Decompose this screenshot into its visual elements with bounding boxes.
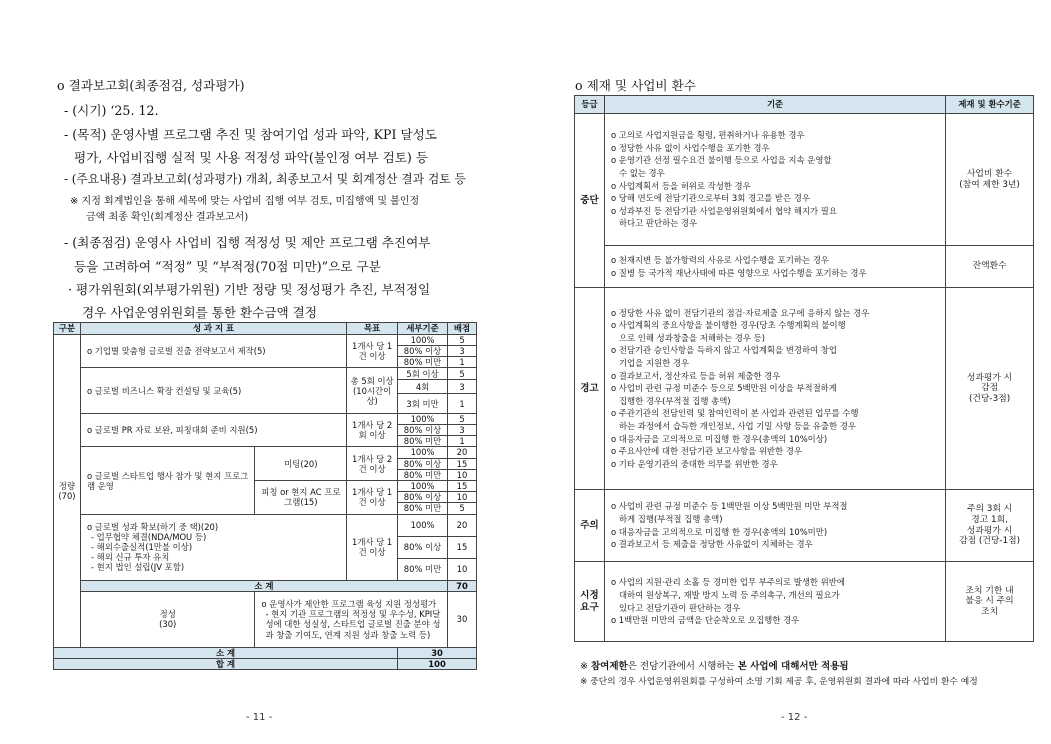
col-target: 목표 <box>347 323 398 335</box>
criteria-cell: 5회 이상 <box>398 368 448 380</box>
grade-warning: 경고 <box>575 288 605 490</box>
points-cell: 3 <box>448 425 477 436</box>
warning-sanction: 성과평가 시 감점 (건당-3점) <box>946 288 1034 490</box>
points-cell: 5 <box>448 502 477 514</box>
points-cell: 1 <box>448 436 477 447</box>
target-cell: 1개사 당 2회 이상 <box>347 414 398 447</box>
stop-sanction: 사업비 환수 (참여 제한 3년) <box>946 114 1034 246</box>
quantitative-cell: 정량 (70) <box>54 335 81 648</box>
stop-balance-sanction: 잔액환수 <box>946 246 1034 288</box>
criteria-cell: 80% 미만 <box>398 469 448 480</box>
subtotal-value: 30 <box>398 647 477 658</box>
kpi-consulting: o 글로벌 비즈니스 확장 컨설팅 및 교육(5) <box>80 368 346 414</box>
kpi-table <box>53 322 477 670</box>
criteria-cell: 80% 이상 <box>398 425 448 436</box>
points-cell: 3 <box>448 346 477 357</box>
criteria-cell: 80% 이상 <box>398 458 448 469</box>
points-cell: 5 <box>448 368 477 380</box>
col-sanction: 제재 및 환수기준 <box>946 96 1034 114</box>
grade-stop: 중단 <box>575 114 605 288</box>
correction-sanction: 조치 기한 내 불응 시 주의 조치 <box>946 562 1034 642</box>
criteria-cell: 80% 미만 <box>398 357 448 368</box>
qualitative-points: 30 <box>448 591 477 647</box>
page-11 <box>0 0 525 744</box>
section-heading: o 결과보고회(최종점검, 성과평가) <box>57 78 245 93</box>
criteria-cell: 100% <box>398 414 448 425</box>
criteria-cell: 80% 이상 <box>398 491 448 502</box>
criteria-cell: 80% 미만 <box>398 502 448 514</box>
purpose-line-2: 평가, 사업비집행 실적 및 사용 적정성 파악(불인정 여부 검토) 등 <box>74 150 428 165</box>
accounting-note-2: 금액 최종 확인(회계정산 결과보고서) <box>86 212 249 223</box>
points-cell: 15 <box>448 480 477 491</box>
final-check-line-2: 등을 고려하여 “적정” 및 “부적정(70점 미만)”으로 구분 <box>74 259 381 274</box>
criteria-cell: 4회 <box>398 380 448 394</box>
page-number: - 12 - <box>781 712 808 723</box>
qualitative-cell: 정성 (30) <box>80 591 254 647</box>
sanction-table <box>574 95 1034 642</box>
criteria-cell: 80% 미만 <box>398 558 448 580</box>
evaluation-line-1: · 평가위원회(외부평가위원) 기반 정량 및 정성평가 추진, 부적정일 <box>68 282 431 297</box>
stop-criteria: o 고의로 사업지원금을 횡령, 편취하거나 유용한 경우 o 정당한 사유 없이 사업수행을 포기한 경우 o 운영기관 선정 필수요건 불이행 등으로 사업을 지속 운영할 수 없는 경우 o 사업계획서 등을 허위로 작성한 경우 o 당해 연도에 전담기관으로부터 3회 경고를 받은 경우 o 성과부진 등 전담기관 사업운영위원회에서 협약 해지가 필요 하다고 판단하는 경우 <box>604 114 945 246</box>
subtotal-value: 70 <box>448 580 477 591</box>
criteria-cell: 80% 이상 <box>398 346 448 357</box>
criteria-cell: 100% <box>398 335 448 346</box>
points-cell: 15 <box>448 458 477 469</box>
col-points: 배점 <box>448 323 477 335</box>
caution-criteria: o 사업비 관련 규정 미준수 등 1백만원 이상 5백만원 미만 부적절 하게 집행(부적절 집행 총액) o 대응자금을 고의적으로 미집행 한 경우(총액의 10%미만) o 결과보고서 등 제출을 정당한 사유없이 지체하는 경우 <box>604 490 945 562</box>
page-number: - 11 - <box>246 712 273 723</box>
col-category: 구분 <box>54 323 81 335</box>
points-cell: 5 <box>448 335 477 346</box>
section-heading: o 제재 및 사업비 환수 <box>575 78 696 93</box>
col-criteria: 세부기준 <box>398 323 448 335</box>
purpose-line-1: - (목적) 운영사별 프로그램 추진 및 참여기업 성과 파악, KPI 달성도 <box>64 127 437 142</box>
points-cell: 15 <box>448 536 477 558</box>
page-12 <box>525 0 1051 744</box>
points-cell: 10 <box>448 469 477 480</box>
sub-indicator-pitching: 피칭 or 현지 AC 프로그램(15) <box>255 480 347 514</box>
col-criteria: 기준 <box>604 96 945 114</box>
points-cell: 3 <box>448 380 477 394</box>
criteria-cell: 80% 이상 <box>398 536 448 558</box>
points-cell: 20 <box>448 514 477 536</box>
points-cell: 1 <box>448 357 477 368</box>
target-cell: 1개사 당 1건 이상 <box>347 480 398 514</box>
participation-note: ※ 참여제한은 전담기관에서 시행하는 본 사업에 대해서만 적용됨 <box>580 661 849 672</box>
subtotal-label: 소 계 <box>80 580 447 591</box>
caution-sanction: 주의 3회 시 경고 1회, 성과평가 시 감점 (건당-1점) <box>946 490 1034 562</box>
final-check-line-1: - (최종점검) 운영사 사업비 집행 적정성 및 제안 프로그램 추진여부 <box>64 235 431 250</box>
criteria-cell: 3회 미만 <box>398 394 448 414</box>
col-indicator: 성 과 지 표 <box>80 323 346 335</box>
points-cell: 10 <box>448 491 477 502</box>
target-cell: 1개사 당 2건 이상 <box>347 447 398 480</box>
points-cell: 20 <box>448 447 477 458</box>
col-grade: 등급 <box>575 96 605 114</box>
warning-criteria: o 정당한 사유 없이 전담기관의 점검·자료제출 요구에 응하지 않는 경우 o 사업계획의 중요사항을 불이행한 경우(당초 수행계획의 불이행 으로 인해 성과창출을 저해하는 경우 등) o 전담기관 승인사항을 득하지 않고 사업계획을 변경하여 창업 기업을 지원한 경우 o 결과보고서, 정산자료 등을 허위 제출한 경우 o 사업비 관련 규정 미준수 등으로 5백만원 이상을 부적절하게 집행한 경우(부적절 집행 총액) o 주관기관의 전담인력 및 참여인력이 본 사업과 관련된 업무를 수행 하는 과정에서 습득한 개인정보, 사업 기밀 사항 등을 유출한 경우 o 대응자금을 고의적으로 미집행 한 경우(총액의 10%이상) o 주요사안에 대한 전담기관 보고사항을 위반한 경우 o 기타 운영기관의 중대한 의무를 위반한 경우 <box>604 288 945 490</box>
stop-force-majeure-criteria: o 천재지변 등 불가항력의 사유로 사업수행을 포기하는 경우 o 질병 등 국가적 재난사태에 따른 영향으로 사업수행을 포기하는 경우 <box>604 246 945 288</box>
kpi-strategy-report: o 기업별 맞춤형 글로벌 진출 전략보고서 제작(5) <box>80 335 346 368</box>
grade-caution: 주의 <box>575 490 605 562</box>
kpi-qualitative: o 운영사가 제안한 프로그램 육성 지원 정성평가 - 현지 기관 프로그램의 적정성 및 우수성, KPI달성에 대한 성실성, 스타트업 글로벌 진출 분야 성과 창출 기여도, 연계 지원 성과 창출 노력 등) <box>255 591 448 647</box>
grade-correction: 시정 요구 <box>575 562 605 642</box>
criteria-cell: 80% 미만 <box>398 436 448 447</box>
kpi-global-event: o 글로벌 스타트업 행사 참가 및 현지 프로그램 운영 <box>80 447 254 514</box>
criteria-cell: 100% <box>398 480 448 491</box>
points-cell: 1 <box>448 394 477 414</box>
kpi-pr-support: o 글로벌 PR 자료 보완, 피칭대회 준비 지원(5) <box>80 414 346 447</box>
target-cell: 총 5회 이상 (10시간이상) <box>347 368 398 414</box>
sub-indicator-meeting: 미팅(20) <box>255 447 347 480</box>
total-label: 합 계 <box>54 659 398 670</box>
criteria-cell: 100% <box>398 514 448 536</box>
evaluation-line-2: 경우 사업운영위원회를 통한 환수금액 결정 <box>82 305 317 320</box>
target-cell: 1개사 당 1건 이상 <box>347 514 398 580</box>
subtotal-label: 소 계 <box>54 647 398 658</box>
total-value: 100 <box>398 659 477 670</box>
kpi-global-outcome: o 글로벌 성과 확보(하기 중 택)(20) - 업무협약 체결(NDA/MOU 등) - 해외수출실적(1만불 이상) - 해외 신규 투자 유치 - 현지 법인 설립(JV 포함) <box>80 514 346 580</box>
accounting-note-1: ※ 지정 회계법인을 통해 세목에 맞는 사업비 집행 여부 검토, 미집행액 및 불인정 <box>70 196 420 207</box>
points-cell: 5 <box>448 414 477 425</box>
content-line: - (주요내용) 결과보고회(성과평가) 개최, 최종보고서 및 회계정산 결과 검토 등 <box>64 172 466 186</box>
target-cell: 1개사 당 1건 이상 <box>347 335 398 368</box>
period-line: - (시기) ‘25. 12. <box>64 103 159 118</box>
suspension-note: ※ 중단의 경우 사업운영위원회를 구성하여 소명 기회 제공 후, 운영위원회 결과에 따라 사업비 환수 예정 <box>580 677 978 687</box>
correction-criteria: o 사업의 지원·관리 소홀 등 경미한 업무 부주의로 발생한 위반에 대하여 원상복구, 재발 방지 노력 등 주의촉구, 개선의 필요가 있다고 전담기관이 판단하는 경우 o 1백만원 미만의 금액을 단순착오로 오집행한 경우 <box>604 562 945 642</box>
criteria-cell: 100% <box>398 447 448 458</box>
points-cell: 10 <box>448 558 477 580</box>
